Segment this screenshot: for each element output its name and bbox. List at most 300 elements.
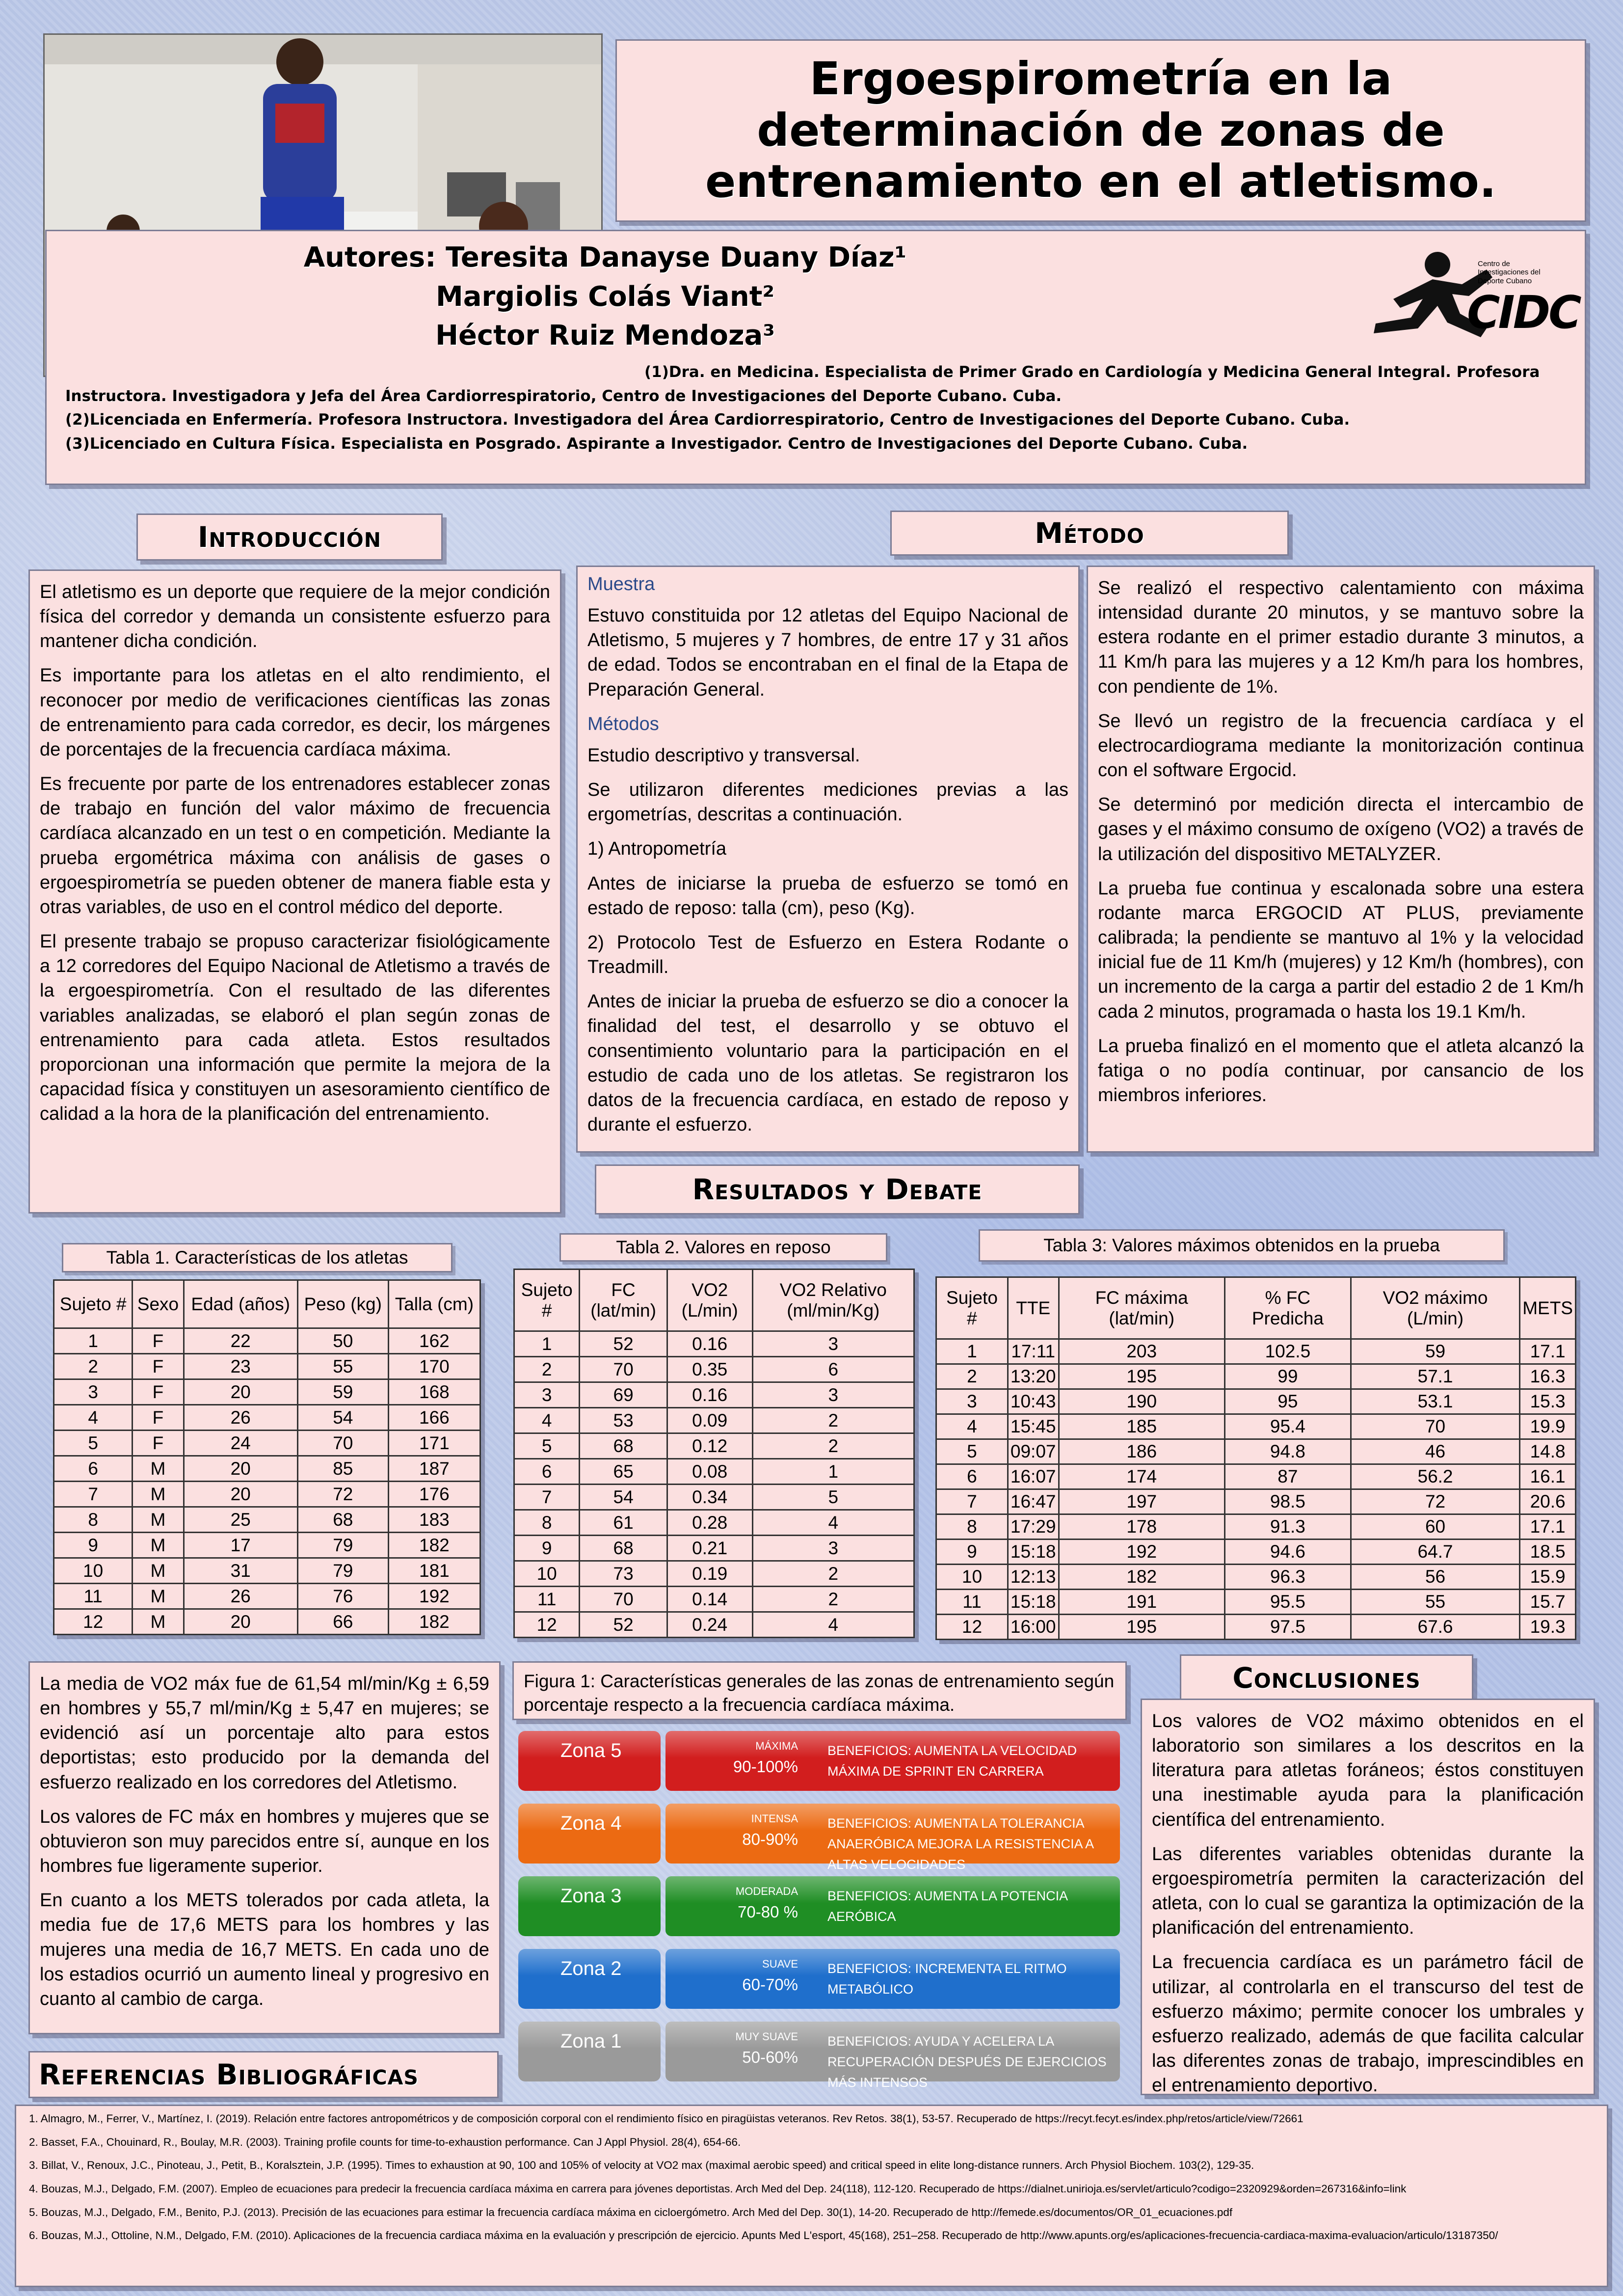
table3-row xyxy=(936,1565,1576,1590)
table1-athlete-characteristics xyxy=(53,1279,481,1635)
table2-cell: 54 xyxy=(580,1485,667,1510)
table3-cell: 17.1 xyxy=(1520,1514,1576,1540)
table3-cell: 182 xyxy=(1059,1565,1224,1590)
metodos-subheading: Métodos xyxy=(587,713,659,734)
table1-cell: 183 xyxy=(388,1507,480,1533)
table3-cell: 15:45 xyxy=(1008,1414,1059,1439)
table3-header: Sujeto # xyxy=(936,1277,1008,1339)
table1-header: Talla (cm) xyxy=(388,1280,480,1328)
figure1-caption: Figura 1: Características generales de las zonas de entrenamiento según porcentaje respecto a la frecuencia cardíaca máxima. xyxy=(512,1661,1127,1720)
zone-row xyxy=(515,1802,1122,1872)
table1-cell: 31 xyxy=(184,1558,297,1584)
metodo-paragraph: Se realizó el respectivo calentamiento con máxima intensidad durante 20 minutos, y se mantuvo sobre la estera rodante en el primer estadio durante 3 minutos, a 11 Km/h para las mujeres y a 12 Km/h para los hombres, con pendiente de 1%. xyxy=(1098,578,1584,697)
intro-section xyxy=(28,569,561,1214)
table2-row xyxy=(514,1612,914,1638)
table2-cell: 7 xyxy=(514,1485,580,1510)
intro-paragraph: El presente trabajo se propuso caracterizar fisiológicamente a 12 corredores del Equipo Nacional de Atletismo a través de la ergoespirometría. Con el resultado de las diferentes variables analizadas, se elaboró el plan según zonas de entrenamiento para cada atleta. Estos resultados proporcionan una información que permite la mejora de la capacidad física y constituyen un asesoramiento científico de calidad a la hora de la planificación del entrenamiento. xyxy=(40,931,550,1125)
table2-cell: 3 xyxy=(752,1331,914,1357)
table2-cell: 0.19 xyxy=(667,1561,752,1587)
table2-row xyxy=(514,1382,914,1408)
table3-cell: 72 xyxy=(1351,1489,1519,1514)
table1-row xyxy=(54,1431,480,1456)
table3-cell: 15.3 xyxy=(1520,1389,1576,1414)
table1-header: Sexo xyxy=(133,1280,184,1328)
table3-cell: 17:11 xyxy=(1008,1339,1059,1364)
table3-cell: 94.8 xyxy=(1224,1439,1351,1464)
table3-cell: 97.5 xyxy=(1224,1615,1351,1640)
table3-cell: 197 xyxy=(1059,1489,1224,1514)
referencias-section xyxy=(15,2105,1608,2287)
reference-item: 3. Billat, V., Renoux, J.C., Pinoteau, J., Petit, B., Koralsztein, J.P. (1995). Times to exhaustion at 90, 100 and 105% of velocity at VO2 max (maximal aerobic speed) and critical speed in elite long-distance runners. Arch Physiol Biochem. 103(2), 129-35. xyxy=(29,2159,1254,2172)
table3-cell: 2 xyxy=(936,1364,1008,1389)
zone-bar xyxy=(665,2022,1120,2090)
table1-cell: M xyxy=(133,1558,184,1584)
table2-cell: 0.09 xyxy=(667,1408,752,1433)
table1-cell: 25 xyxy=(184,1507,297,1533)
table1-header: Edad (años) xyxy=(184,1280,297,1328)
table3-cell: 7 xyxy=(936,1489,1008,1514)
resultados-paragraph: Los valores de FC máx en hombres y mujeres que se obtuvieron son muy parecidos entre sí, aunque en los hombres fue ligeramente superior. xyxy=(40,1806,489,1877)
table2-cell: 3 xyxy=(514,1382,580,1408)
table2-cell: 5 xyxy=(752,1485,914,1510)
table2-cell: 52 xyxy=(580,1331,667,1357)
table1-cell: F xyxy=(133,1379,184,1405)
zone-bar xyxy=(665,1804,1120,1872)
author-2: Margiolis Colás Viant² xyxy=(436,280,774,313)
table1-cell: 170 xyxy=(388,1354,480,1379)
table1-cell: 192 xyxy=(388,1584,480,1609)
table1-row xyxy=(54,1328,480,1354)
table3-row xyxy=(936,1615,1576,1640)
table2-row xyxy=(514,1510,914,1536)
table3-cell: 203 xyxy=(1059,1339,1224,1364)
table1-header: Sujeto # xyxy=(54,1280,133,1328)
table2-cell: 2 xyxy=(752,1587,914,1612)
table3-cell: 55 xyxy=(1351,1590,1519,1615)
reference-item: 6. Bouzas, M.J., Ottoline, N.M., Delgado, F.M. (2010). Aplicaciones de la frecuencia cardiaca máxima en la evaluación y prescripción de ejercicio. Apunts Med L'esport, 45(168), 251–258. Recuperado de http://www.apunts.org/es/aplicaciones-frecuencia-cardiaca-maxima-evaluacion/articulo/13187350/ xyxy=(29,2229,1498,2242)
table3-cell: 11 xyxy=(936,1590,1008,1615)
table3-cell: 64.7 xyxy=(1351,1540,1519,1565)
zone-benefit: BENEFICIOS: AUMENTA LA POTENCIA AERÓBICA xyxy=(827,1889,1067,1924)
zone-benefit: BENEFICIOS: AUMENTA LA TOLERANCIA ANAERÓBICA MEJORA LA RESISTENCIA A ALTAS VELOCIDADES xyxy=(827,1816,1093,1872)
table1-cell: 1 xyxy=(54,1328,133,1354)
table3-cell: 192 xyxy=(1059,1540,1224,1565)
zone-row xyxy=(515,2020,1122,2090)
table1-row xyxy=(54,1533,480,1558)
table1-cell: 66 xyxy=(297,1609,388,1635)
table1-cell: 6 xyxy=(54,1456,133,1482)
metodo-paragraph: Se llevó un registro de la frecuencia cardíaca y el electrocardiograma mediante la monitorización continua con el software Ergocid. xyxy=(1098,710,1584,781)
table1-cell: 50 xyxy=(297,1328,388,1354)
conclusiones-section xyxy=(1141,1699,1595,2095)
table1-cell: 68 xyxy=(297,1507,388,1533)
table1-row xyxy=(54,1379,480,1405)
table2-cell: 53 xyxy=(580,1408,667,1433)
table1-cell: F xyxy=(133,1431,184,1456)
intro-paragraph: El atletismo es un deporte que requiere de la mejor condición física del corredor y demanda un consistente esfuerzo para mantener dicha condición. xyxy=(40,582,550,652)
table3-cell: 16:47 xyxy=(1008,1489,1059,1514)
zone-row xyxy=(515,1947,1122,2013)
table2-resting-values xyxy=(513,1269,915,1638)
table3-cell: 20.6 xyxy=(1520,1489,1576,1514)
table2-cell: 0.08 xyxy=(667,1459,752,1485)
table2-header: VO2 (L/min) xyxy=(667,1270,752,1331)
zone-name: Zona 3 xyxy=(518,1876,661,1936)
author-1: Autores: Teresita Danayse Duany Díaz¹ xyxy=(303,242,907,273)
zone-name: Zona 4 xyxy=(518,1804,661,1864)
table1-cell: 11 xyxy=(54,1584,133,1609)
table3-cell: 95 xyxy=(1224,1389,1351,1414)
table3-row xyxy=(936,1389,1576,1414)
table1-cell: F xyxy=(133,1354,184,1379)
table2-cell: 61 xyxy=(580,1510,667,1536)
table1-cell: 162 xyxy=(388,1328,480,1354)
table1-header: Peso (kg) xyxy=(297,1280,388,1328)
table1-cell: 4 xyxy=(54,1405,133,1431)
table1-cell: 20 xyxy=(184,1456,297,1482)
table3-row xyxy=(936,1514,1576,1540)
table2-row xyxy=(514,1561,914,1587)
table2-cell: 2 xyxy=(752,1561,914,1587)
table2-cell: 0.12 xyxy=(667,1433,752,1459)
table1-cell: 26 xyxy=(184,1584,297,1609)
table3-cell: 10:43 xyxy=(1008,1389,1059,1414)
table1-cell: 22 xyxy=(184,1328,297,1354)
table3-row xyxy=(936,1364,1576,1389)
table3-header: TTE xyxy=(1008,1277,1059,1339)
table2-cell: 8 xyxy=(514,1510,580,1536)
metodo-paragraph: La prueba finalizó en el momento que el atleta alcanzó la fatiga o no podía continuar, por cansancio de los miembros inferiores. xyxy=(1098,1035,1584,1106)
table3-header: % FC Predicha xyxy=(1224,1277,1351,1339)
table3-cell: 6 xyxy=(936,1464,1008,1489)
table1-cell: F xyxy=(133,1405,184,1431)
table3-cell: 3 xyxy=(936,1389,1008,1414)
table3-cell: 15:18 xyxy=(1008,1540,1059,1565)
table3-cell: 16.3 xyxy=(1520,1364,1576,1389)
table1-row xyxy=(54,1405,480,1431)
table2-row xyxy=(514,1459,914,1485)
table1-cell: 70 xyxy=(297,1431,388,1456)
table2-cell: 73 xyxy=(580,1561,667,1587)
table1-cell: 76 xyxy=(297,1584,388,1609)
table2-cell: 2 xyxy=(752,1433,914,1459)
table3-cell: 13:20 xyxy=(1008,1364,1059,1389)
table1-cell: 5 xyxy=(54,1431,133,1456)
conclusiones-heading: Conclusiones xyxy=(1180,1654,1473,1702)
reference-item: 5. Bouzas, M.J., Delgado, F.M., Benito, P.J. (2013). Precisión de las ecuaciones para estimar la frecuencia cardíaca máxima en cicloergómetro. Arch Med del Dep. 30(1), 14-20. Recuperado de http://femede.es/documentos/OR_01_ecuaciones.pdf xyxy=(29,2206,1233,2218)
table2-cell: 4 xyxy=(752,1510,914,1536)
table2-cell: 6 xyxy=(752,1357,914,1382)
table1-row xyxy=(54,1558,480,1584)
resultados-paragraph: En cuanto a los METS tolerados por cada atleta, la media fue de 17,6 METS para los hombres y las mujeres una media de 16,7 METS. En cada uno de los estadios ocurrió un aumento lineal y progresivo en cuanto al cambio de carga. xyxy=(40,1890,489,2009)
table1-cell: 10 xyxy=(54,1558,133,1584)
table1-cell: 17 xyxy=(184,1533,297,1558)
table3-cell: 4 xyxy=(936,1414,1008,1439)
zone-intensity: INTENSA xyxy=(751,1812,798,1825)
table1-cell: 168 xyxy=(388,1379,480,1405)
metodos-paragraph: 2) Protocolo Test de Esfuerzo en Estera Rodante o Treadmill. xyxy=(587,932,1068,978)
table2-cell: 0.16 xyxy=(667,1331,752,1357)
table3-cell: 12 xyxy=(936,1615,1008,1640)
table3-cell: 19.9 xyxy=(1520,1414,1576,1439)
table1-cell: 72 xyxy=(297,1482,388,1507)
table3-row xyxy=(936,1464,1576,1489)
table3-cell: 174 xyxy=(1059,1464,1224,1489)
table2-cell: 2 xyxy=(514,1357,580,1382)
table3-cell: 87 xyxy=(1224,1464,1351,1489)
table2-cell: 0.35 xyxy=(667,1357,752,1382)
table3-cell: 15.7 xyxy=(1520,1590,1576,1615)
table2-row xyxy=(514,1433,914,1459)
logo-caption: Centro de Investigaciones del Deporte Cubano xyxy=(1478,260,1541,285)
table3-cell: 59 xyxy=(1351,1339,1519,1364)
metodo-right-section xyxy=(1087,566,1595,1153)
table2-row xyxy=(514,1536,914,1561)
table1-cell: M xyxy=(133,1533,184,1558)
metodo-paragraph: Se determinó por medición directa el intercambio de gases y el máximo consumo de oxígeno (VO2) a través de la utilización del dispositivo METALYZER. xyxy=(1098,794,1584,864)
referencias-heading: Referencias Bibliográficas xyxy=(28,2051,499,2098)
table2-cell: 0.21 xyxy=(667,1536,752,1561)
authors-block xyxy=(45,230,1586,485)
table2-cell: 11 xyxy=(514,1587,580,1612)
table3-cell: 1 xyxy=(936,1339,1008,1364)
zone-intensity: SUAVE xyxy=(762,1958,798,1970)
intro-paragraph: Es importante para los atletas en el alto rendimiento, el reconocer por medio de verificaciones científicas las zonas de entrenamiento para cada corredor, es decir, los márgenes de porcentajes de la frecuencia cardíaca máxima. xyxy=(40,665,550,760)
table2-cell: 69 xyxy=(580,1382,667,1408)
metodos-paragraph: Antes de iniciar la prueba de esfuerzo se dio a conocer la finalidad del test, el desarrollo y se obtuvo el consentimiento voluntario para la participación en el estudio de cada uno de los atletas. Se registraron los datos de la frecuencia cardíaca, en estado de reposo y durante el esfuerzo. xyxy=(587,991,1068,1135)
table3-cell: 56 xyxy=(1351,1565,1519,1590)
table3-row xyxy=(936,1489,1576,1514)
table3-cell: 178 xyxy=(1059,1514,1224,1540)
table3-cell: 186 xyxy=(1059,1439,1224,1464)
table1-row xyxy=(54,1507,480,1533)
table3-cell: 46 xyxy=(1351,1439,1519,1464)
zone-benefit: BENEFICIOS: AYUDA Y ACELERA LA RECUPERACIÓN DESPUÉS DE EJERCICIOS MÁS INTENSOS xyxy=(827,2034,1107,2090)
metodo-heading: Método xyxy=(890,511,1289,556)
table3-cell: 10 xyxy=(936,1565,1008,1590)
table1-cell: 20 xyxy=(184,1609,297,1635)
table1-cell: M xyxy=(133,1584,184,1609)
table1-cell: 24 xyxy=(184,1431,297,1456)
logo-text: CIDC xyxy=(1467,286,1580,339)
zone-name: Zona 5 xyxy=(518,1731,661,1791)
table3-cell: 9 xyxy=(936,1540,1008,1565)
metodos-paragraph: Antes de iniciarse la prueba de esfuerzo se tomó en estado de reposo: talla (cm), peso (Kg). xyxy=(587,873,1068,918)
table3-cell: 95.5 xyxy=(1224,1590,1351,1615)
affiliation-1: (1)Dra. en Medicina. Especialista de Primer Grado en Cardiología y Medicina General Integral. Profesora Instructora. Investigadora y Jefa del Área Cardiorrespiratorio, Centro de Investigaciones del Deporte Cubano. Cuba. xyxy=(65,363,1540,405)
table1-cell: 79 xyxy=(297,1533,388,1558)
table2-cell: 0.24 xyxy=(667,1612,752,1638)
cidc-logo xyxy=(1364,245,1580,343)
author-3: Héctor Ruiz Mendoza³ xyxy=(435,320,775,352)
zone-row xyxy=(515,1729,1122,1795)
table1-row xyxy=(54,1354,480,1379)
table3-cell: 5 xyxy=(936,1439,1008,1464)
table2-cell: 52 xyxy=(580,1612,667,1638)
table3-cell: 195 xyxy=(1059,1364,1224,1389)
zone-intensity: MODERADA xyxy=(735,1885,798,1897)
table2-cell: 0.14 xyxy=(667,1587,752,1612)
table1-caption: Tabla 1. Características de los atletas xyxy=(62,1243,452,1272)
zone-intensity: MUY SUAVE xyxy=(735,2030,798,2043)
table3-cell: 185 xyxy=(1059,1414,1224,1439)
table1-cell: 85 xyxy=(297,1456,388,1482)
table3-cell: 15:18 xyxy=(1008,1590,1059,1615)
table3-caption: Tabla 3: Valores máximos obtenidos en la prueba xyxy=(979,1229,1505,1262)
table1-cell: M xyxy=(133,1507,184,1533)
table1-cell: 9 xyxy=(54,1533,133,1558)
zone-row xyxy=(515,1874,1122,1940)
table3-cell: 96.3 xyxy=(1224,1565,1351,1590)
table2-cell: 0.28 xyxy=(667,1510,752,1536)
table3-cell: 70 xyxy=(1351,1414,1519,1439)
table3-cell: 67.6 xyxy=(1351,1615,1519,1640)
intro-paragraph: Es frecuente por parte de los entrenadores establecer zonas de trabajo en función del valor máximo de frecuencia cardíaca alcanzado en un test o en competición. Mediante la prueba ergométrica máxima con análisis de gases o ergoespirometría se pueden obtener de manera fiable esta y otras variables, de uso en el control médico del deporte. xyxy=(40,774,550,918)
table2-cell: 10 xyxy=(514,1561,580,1587)
resultados-heading: Resultados y Debate xyxy=(595,1164,1080,1215)
table2-cell: 4 xyxy=(514,1408,580,1433)
table1-cell: 182 xyxy=(388,1609,480,1635)
table1-cell: 55 xyxy=(297,1354,388,1379)
table1-cell: 7 xyxy=(54,1482,133,1507)
table1-cell: 23 xyxy=(184,1354,297,1379)
table1-cell: 59 xyxy=(297,1379,388,1405)
table3-cell: 09:07 xyxy=(1008,1439,1059,1464)
table3-row xyxy=(936,1540,1576,1565)
table3-cell: 17:29 xyxy=(1008,1514,1059,1540)
metodo-left-section xyxy=(576,566,1080,1153)
table2-caption: Tabla 2. Valores en reposo xyxy=(559,1233,887,1262)
table2-cell: 6 xyxy=(514,1459,580,1485)
table2-cell: 2 xyxy=(752,1408,914,1433)
table2-header: Sujeto # xyxy=(514,1270,580,1331)
zone-intensity: MÁXIMA xyxy=(755,1740,798,1752)
table1-row xyxy=(54,1456,480,1482)
table3-cell: 60 xyxy=(1351,1514,1519,1540)
table3-cell: 56.2 xyxy=(1351,1464,1519,1489)
zone-name: Zona 1 xyxy=(518,2022,661,2081)
table3-row xyxy=(936,1439,1576,1464)
table1-cell: 20 xyxy=(184,1482,297,1507)
table3-cell: 57.1 xyxy=(1351,1364,1519,1389)
table3-cell: 16.1 xyxy=(1520,1464,1576,1489)
metodos-paragraph: Se utilizaron diferentes mediciones previas a las ergometrías, descritas a continuación. xyxy=(587,780,1068,825)
table1-cell: 20 xyxy=(184,1379,297,1405)
table2-cell: 70 xyxy=(580,1357,667,1382)
table1-cell: 8 xyxy=(54,1507,133,1533)
reference-item: 2. Basset, F.A., Chouinard, R., Boulay, M.R. (2003). Training profile counts for time-to-exhaustion performance. Can J Appl Physiol. 28(4), 654-66. xyxy=(29,2135,741,2148)
table2-cell: 9 xyxy=(514,1536,580,1561)
table2-cell: 0.34 xyxy=(667,1485,752,1510)
zone-benefit: BENEFICIOS: AUMENTA LA VELOCIDAD MÁXIMA DE SPRINT EN CARRERA xyxy=(827,1743,1077,1779)
table3-cell: 191 xyxy=(1059,1590,1224,1615)
table2-row xyxy=(514,1331,914,1357)
table3-header: METS xyxy=(1520,1277,1576,1339)
table3-cell: 91.3 xyxy=(1224,1514,1351,1540)
table3-cell: 94.6 xyxy=(1224,1540,1351,1565)
table2-cell: 4 xyxy=(752,1612,914,1638)
zone-bar xyxy=(665,1949,1120,2009)
table2-cell: 68 xyxy=(580,1433,667,1459)
zone-percentage: 60-70% xyxy=(742,1975,798,1994)
table1-cell: 3 xyxy=(54,1379,133,1405)
table1-cell: M xyxy=(133,1456,184,1482)
zone-name: Zona 2 xyxy=(518,1949,661,2009)
table1-row xyxy=(54,1609,480,1635)
table2-cell: 68 xyxy=(580,1536,667,1561)
reference-item: 1. Almagro, M., Ferrer, V., Martínez, I. (2019). Relación entre factores antropométricos y de composición corporal con el rendimiento físico en piragüistas veteranos. Rev Retos. 38(1), 53-57. Recuperado de https://recyt.fecyt.es/index.php/retos/article/view/72661 xyxy=(29,2112,1304,2125)
table3-cell: 16:07 xyxy=(1008,1464,1059,1489)
table1-cell: 2 xyxy=(54,1354,133,1379)
table3-cell: 18.5 xyxy=(1520,1540,1576,1565)
table1-cell: 182 xyxy=(388,1533,480,1558)
training-zones-figure xyxy=(515,1729,1122,2092)
table3-row xyxy=(936,1414,1576,1439)
conclusiones-paragraph: Las diferentes variables obtenidas durante la ergoespirometría permiten la caracterización del atleta, con lo cual se garantiza la optimización de la planificación del entrenamiento. xyxy=(1152,1843,1584,1939)
table3-row xyxy=(936,1339,1576,1364)
table1-cell: 187 xyxy=(388,1456,480,1482)
reference-item: 4. Bouzas, M.J., Delgado, F.M. (2007). Empleo de ecuaciones para predecir la frecuencia cardíaca máxima en carrera para jóvenes deportistas. Arch Med del Dep. 24(118), 112-120. Recuperado de https://dialnet.unirioja.es/servlet/articulo?codigo=2320929&orden=267316&info=link xyxy=(29,2182,1407,2195)
poster-title: Ergoespirometría en la determinación de zonas de entrenamiento en el atletismo. xyxy=(615,39,1586,222)
table1-row xyxy=(54,1584,480,1609)
metodo-paragraph: La prueba fue continua y escalonada sobre una estera rodante marca ERGOCID AT PLUS, previamente calibrada; la pendiente se mantuvo al 1% y la velocidad inicial fue de 11 Km/h (mujeres) y 12 Km/h (hombres), con un incremento de la carga a partir del estadio 2 de 1 Km/h cada 2 minutos, programada o hasta los 19.1 Km/h. xyxy=(1098,878,1584,1022)
table2-header: FC (lat/min) xyxy=(580,1270,667,1331)
table3-cell: 53.1 xyxy=(1351,1389,1519,1414)
table2-cell: 12 xyxy=(514,1612,580,1638)
table3-cell: 195 xyxy=(1059,1615,1224,1640)
table2-cell: 3 xyxy=(752,1382,914,1408)
zone-percentage: 50-60% xyxy=(742,2048,798,2066)
table2-cell: 5 xyxy=(514,1433,580,1459)
table2-row xyxy=(514,1408,914,1433)
zone-bar xyxy=(665,1876,1120,1936)
table3-cell: 15.9 xyxy=(1520,1565,1576,1590)
zone-benefit: BENEFICIOS: INCREMENTA EL RITMO METABÓLICO xyxy=(827,1961,1067,1997)
table3-cell: 16:00 xyxy=(1008,1615,1059,1640)
table3-header: VO2 máximo (L/min) xyxy=(1351,1277,1519,1339)
conclusiones-paragraph: Los valores de VO2 máximo obtenidos en el laboratorio son similares a los descritos en la literatura para atletas foráneos; éstos constituyen una inestimable ayuda para la planificación científica del entrenamiento. xyxy=(1152,1711,1584,1830)
table2-row xyxy=(514,1485,914,1510)
table3-cell: 99 xyxy=(1224,1364,1351,1389)
table2-cell: 0.16 xyxy=(667,1382,752,1408)
zone-percentage: 80-90% xyxy=(742,1830,798,1848)
table3-cell: 98.5 xyxy=(1224,1489,1351,1514)
table3-cell: 95.4 xyxy=(1224,1414,1351,1439)
table1-cell: M xyxy=(133,1482,184,1507)
table1-cell: 79 xyxy=(297,1558,388,1584)
table1-cell: 176 xyxy=(388,1482,480,1507)
table2-header: VO2 Relativo (ml/min/Kg) xyxy=(752,1270,914,1331)
table3-cell: 14.8 xyxy=(1520,1439,1576,1464)
table1-cell: F xyxy=(133,1328,184,1354)
table1-cell: 166 xyxy=(388,1405,480,1431)
table2-row xyxy=(514,1587,914,1612)
zone-bar xyxy=(665,1731,1120,1791)
table2-cell: 70 xyxy=(580,1587,667,1612)
table1-row xyxy=(54,1482,480,1507)
table3-cell: 190 xyxy=(1059,1389,1224,1414)
table1-cell: 54 xyxy=(297,1405,388,1431)
table3-cell: 19.3 xyxy=(1520,1615,1576,1640)
resultados-section xyxy=(28,1661,501,2034)
zone-percentage: 90-100% xyxy=(733,1757,798,1776)
table1-cell: 12 xyxy=(54,1609,133,1635)
zone-percentage: 70-80 % xyxy=(738,1903,798,1921)
muestra-paragraph: Estuvo constituida por 12 atletas del Equipo Nacional de Atletismo, 5 mujeres y 7 hombres, de entre 17 y 31 años de edad. Todos se encontraban en el final de la Etapa de Preparación General. xyxy=(587,605,1068,700)
affiliation-3: (3)Licenciado en Cultura Física. Especialista en Posgrado. Aspirante a Investigador. Centro de Investigaciones del Deporte Cubano. Cuba. xyxy=(65,435,1248,453)
table3-cell: 8 xyxy=(936,1514,1008,1540)
metodos-paragraph: Estudio descriptivo y transversal. xyxy=(587,745,860,766)
